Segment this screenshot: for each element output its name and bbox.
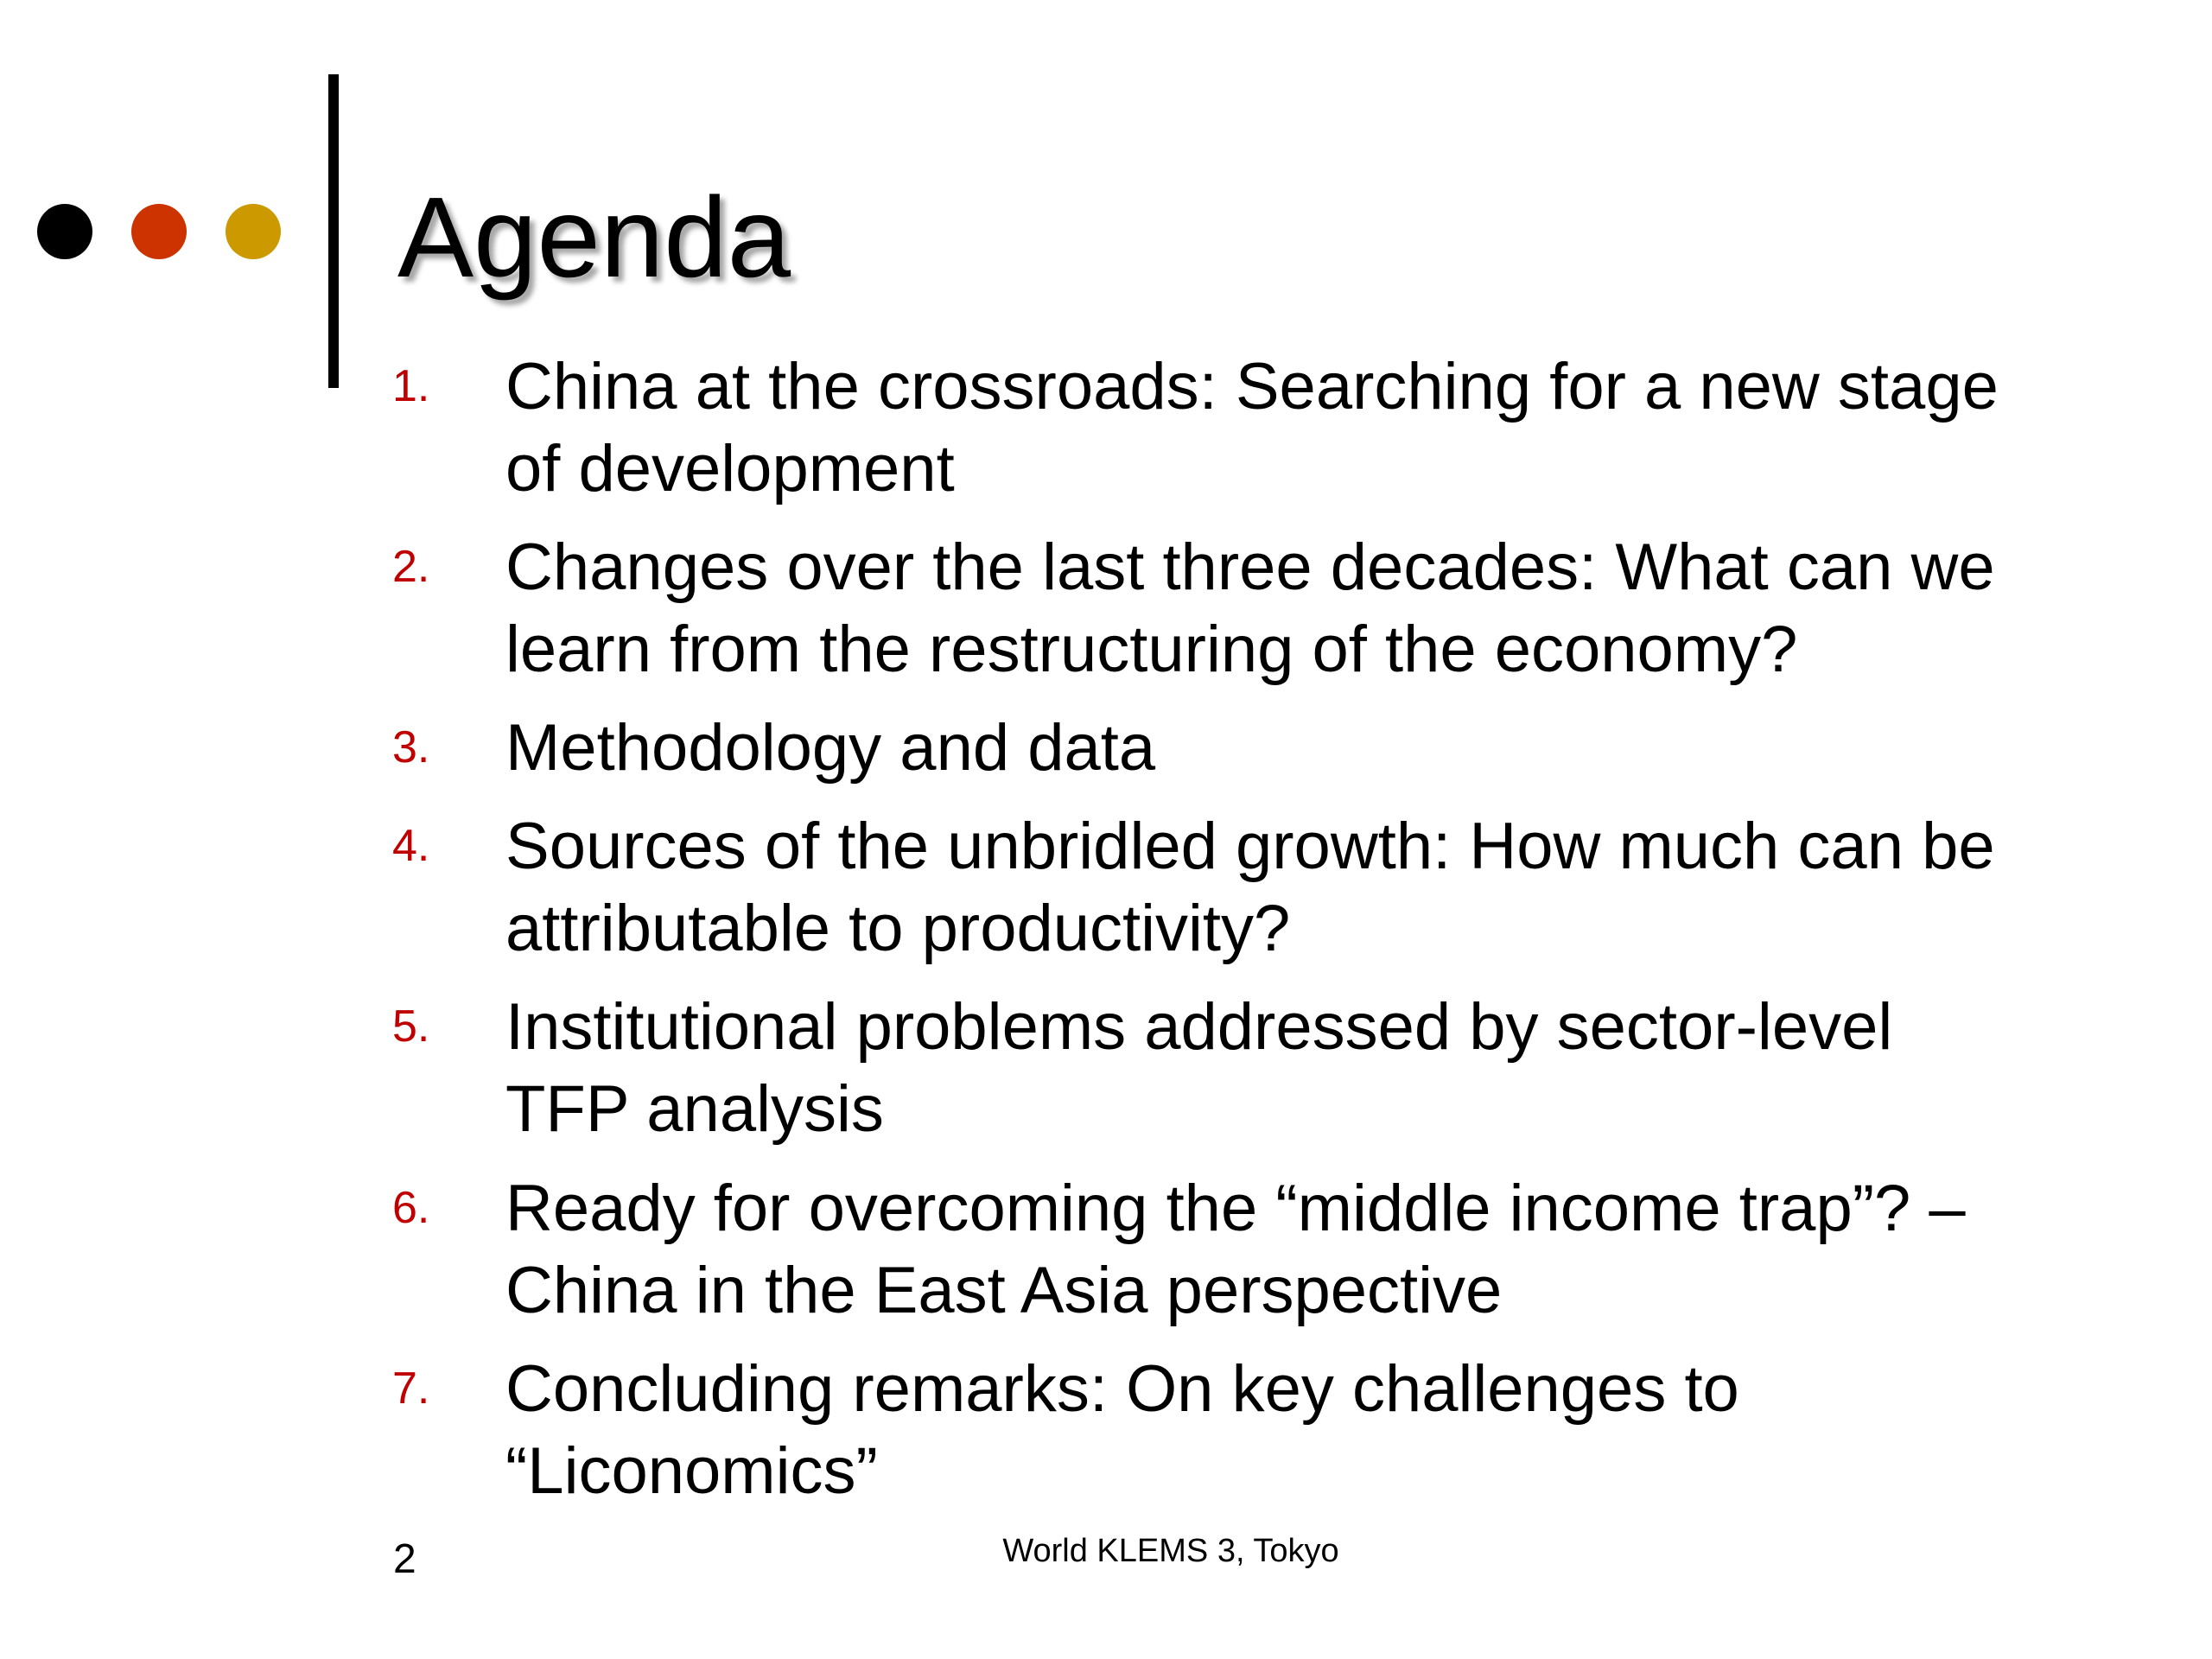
agenda-item-line: of development <box>505 432 955 505</box>
page-number: 2 <box>393 1536 416 1582</box>
agenda-item-number: 4. <box>392 821 430 871</box>
agenda-item-line: “Liconomics” <box>505 1434 878 1508</box>
agenda-item-line: Sources of the unbridled growth: How much can be <box>505 810 1995 883</box>
agenda-item-text <box>505 1348 2087 1512</box>
agenda-item-line: attributable to productivity? <box>505 892 1291 965</box>
agenda-item-text <box>505 1167 2087 1332</box>
red-dot-icon <box>131 204 187 259</box>
title-divider <box>328 74 339 388</box>
agenda-item-line: TFP analysis <box>505 1072 884 1146</box>
agenda-item-number: 7. <box>392 1363 430 1414</box>
agenda-item-number: 1. <box>392 361 430 411</box>
footer-text: World KLEMS 3, Tokyo <box>1002 1533 1339 1569</box>
agenda-item-line: China at the crossroads: Searching for a new stage <box>505 350 1999 423</box>
agenda-item-text <box>505 986 2087 1150</box>
agenda-item-line: Institutional problems addressed by sector-level <box>505 990 1893 1064</box>
agenda-item-line: Changes over the last three decades: What can we <box>505 531 1995 604</box>
slide-title: Agenda <box>397 174 791 301</box>
agenda-item-number: 5. <box>392 1001 430 1052</box>
agenda-item-text <box>505 805 2087 969</box>
agenda-item-line: Ready for overcoming the “middle income trap”? – <box>505 1172 1966 1245</box>
agenda-item-text <box>505 346 2087 510</box>
agenda-item-text <box>505 526 2087 690</box>
agenda-item-line: learn from the restructuring of the economy? <box>505 613 1798 686</box>
agenda-item-number: 6. <box>392 1183 430 1233</box>
black-dot-icon <box>37 204 92 259</box>
agenda-item-line: Concluding remarks: On key challenges to <box>505 1352 1739 1426</box>
agenda-item-number: 2. <box>392 542 430 592</box>
agenda-item-text <box>505 707 2087 789</box>
gold-dot-icon <box>226 204 281 259</box>
agenda-item-number: 3. <box>392 722 430 772</box>
agenda-item-line: China in the East Asia perspective <box>505 1254 1503 1327</box>
agenda-item-line: Methodology and data <box>505 711 1156 785</box>
